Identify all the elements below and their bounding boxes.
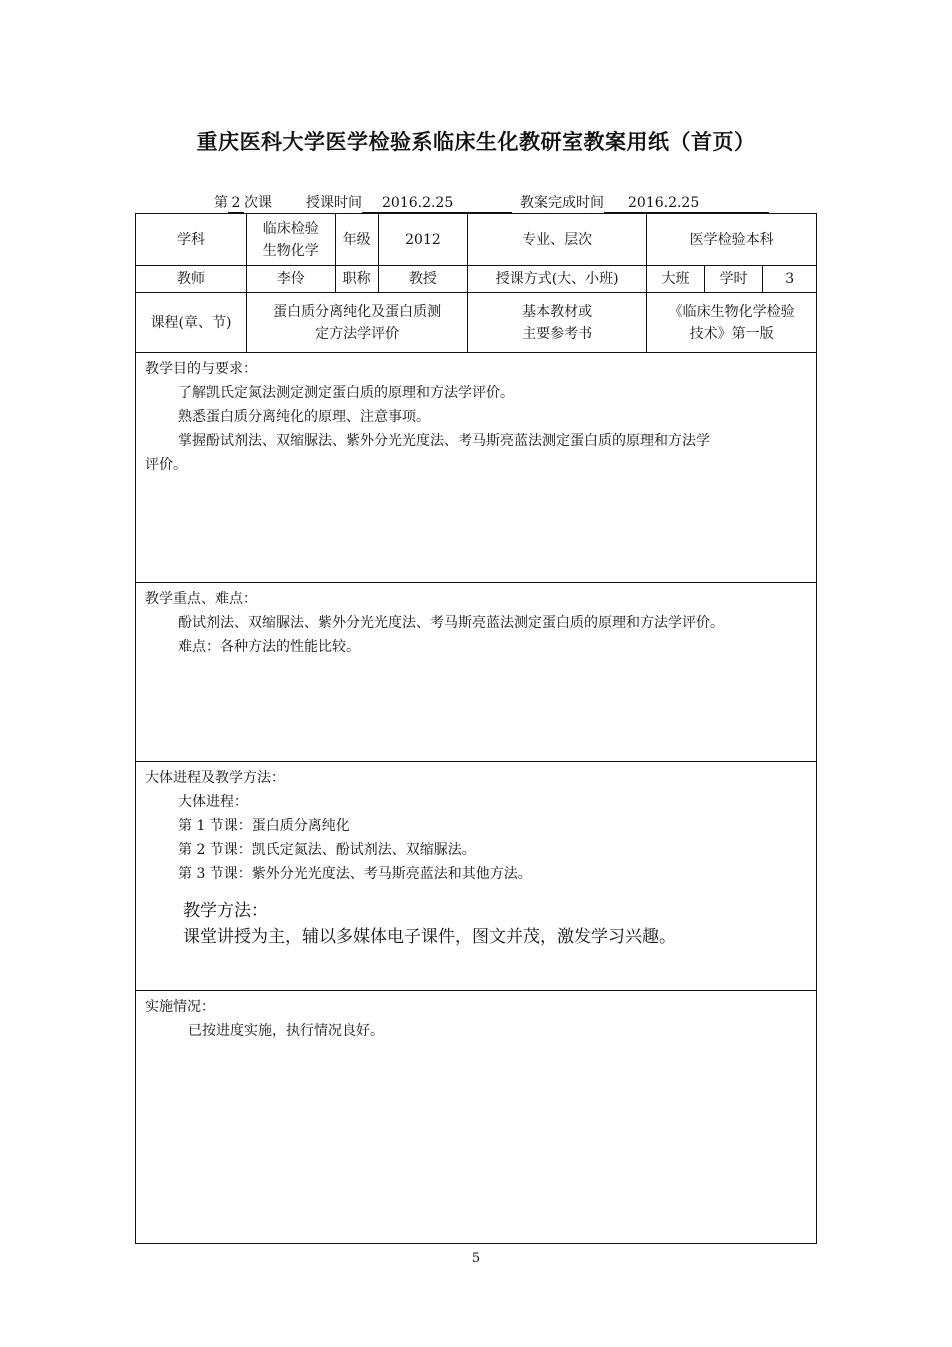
table-row	[136, 293, 817, 353]
keypoints-section	[136, 583, 817, 762]
lesson-suffix: 次课	[244, 195, 272, 211]
objective-item: 熟悉蛋白质分离纯化的原理、注意事项。	[178, 409, 430, 425]
page-number: 5	[471, 1251, 481, 1266]
hours-label: 学时	[704, 266, 763, 293]
lesson-number: 2	[228, 195, 244, 213]
lesson-meta-line	[214, 192, 769, 213]
plan-done-value: 2016.2.25	[604, 195, 769, 213]
method-heading: 教学方法：	[183, 901, 268, 921]
method-text: 课堂讲授为主，辅以多媒体电子课件，图文并茂，激发学习兴趣。	[183, 927, 676, 947]
objective-item: 了解凯氏定氮法测定测定蛋白质的原理和方法学评价。	[178, 385, 514, 401]
major-label: 专业、层次	[468, 214, 647, 266]
subject-label: 学科	[136, 214, 247, 266]
rank-label: 职称	[335, 266, 378, 293]
table-row	[136, 991, 817, 1244]
process-item: 第 3 节课：紫外分光光度法、考马斯亮蓝法和其他方法。	[178, 866, 532, 882]
major-value: 医学检验本科	[647, 214, 817, 266]
keypoints-heading: 教学重点、难点：	[145, 591, 257, 607]
rank-value: 教授	[378, 266, 467, 293]
table-row	[136, 762, 817, 991]
grade-value: 2012	[378, 214, 467, 266]
teaching-time-label: 授课时间	[306, 195, 362, 211]
keypoint-item: 难点：各种方法的性能比较。	[178, 639, 360, 655]
process-section	[136, 762, 817, 991]
grade-label: 年级	[335, 214, 378, 266]
keypoint-item: 酚试剂法、双缩脲法、紫外分光光度法、考马斯亮蓝法测定蛋白质的原理和方法学评价。	[178, 615, 724, 631]
hours-value: 3	[763, 266, 817, 293]
process-heading: 大体进程及教学方法：	[145, 770, 285, 786]
teacher-value: 李伶	[247, 266, 335, 293]
plan-done-label: 教案完成时间	[520, 195, 604, 211]
lesson-plan-table	[135, 213, 817, 1244]
process-subheading: 大体进程：	[178, 794, 248, 810]
table-row	[136, 583, 817, 762]
process-item: 第 1 节课：蛋白质分离纯化	[178, 818, 350, 834]
subject-value: 临床检验 生物化学	[247, 214, 335, 266]
objective-item: 掌握酚试剂法、双缩脲法、紫外分光光度法、考马斯亮蓝法测定蛋白质的原理和方法学	[178, 433, 710, 449]
course-label: 课程(章、节)	[136, 293, 247, 353]
objectives-section	[136, 353, 817, 583]
objectives-heading: 教学目的与要求：	[145, 361, 257, 377]
implementation-text: 已按进度实施，执行情况良好。	[188, 1023, 384, 1039]
teaching-time-value: 2016.2.25	[362, 195, 512, 213]
table-row	[136, 214, 817, 266]
textbook-value: 《临床生物化学检验 技术》第一版	[647, 293, 817, 353]
table-row	[136, 353, 817, 583]
implementation-section	[136, 991, 817, 1244]
teaching-mode-value: 大班	[647, 266, 705, 293]
implementation-heading: 实施情况：	[145, 999, 215, 1015]
textbook-label: 基本教材或 主要参考书	[468, 293, 647, 353]
page-title: 重庆医科大学医学检验系临床生化教研室教案用纸（首页）	[196, 130, 756, 154]
table-row	[136, 266, 817, 293]
teacher-label: 教师	[136, 266, 247, 293]
teaching-mode-label: 授课方式(大、小班)	[468, 266, 647, 293]
course-value: 蛋白质分离纯化及蛋白质测 定方法学评价	[247, 293, 468, 353]
objective-item-wrap: 评价。	[145, 457, 187, 473]
process-item: 第 2 节课：凯氏定氮法、酚试剂法、双缩脲法。	[178, 842, 476, 858]
lesson-prefix: 第	[214, 195, 228, 211]
